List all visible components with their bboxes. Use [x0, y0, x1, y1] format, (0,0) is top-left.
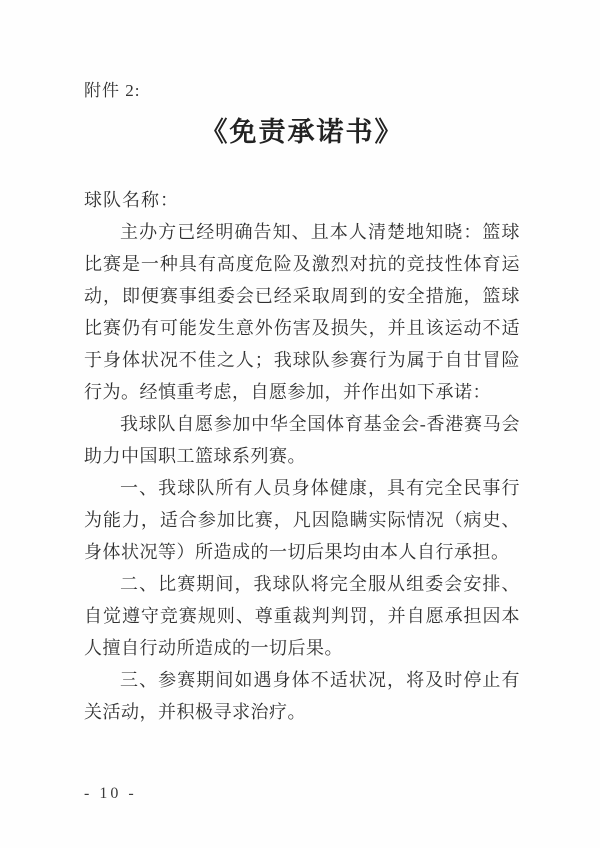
- body-paragraph-4: 二、比赛期间，我球队将完全服从组委会安排、自觉遵守竞赛规则、尊重裁判判罚，并自愿承担因本人擅自行动所造成的一切后果。: [84, 574, 520, 658]
- document-body: [84, 216, 520, 728]
- team-name-label: 球队名称：: [84, 190, 179, 210]
- body-paragraph-5: 三、参赛期间如遇身体不适状况，将及时停止有关活动，并积极寻求治疗。: [84, 670, 520, 722]
- attachment-label: 附件 2:: [84, 81, 141, 100]
- body-paragraph-2: 我球队自愿参加中华全国体育基金会-香港赛马会助力中国职工篮球系列赛。: [84, 414, 520, 466]
- body-paragraph-3: 一、我球队所有人员身体健康，具有完全民事行为能力，适合参加比赛，凡因隐瞒实际情况（病史、身体状况等）所造成的一切后果均由本人自行承担。: [84, 478, 520, 562]
- page-number: - 10 -: [84, 785, 137, 802]
- body-paragraph-1: 主办方已经明确告知、且本人清楚地知晓：篮球比赛是一种具有高度危险及激烈对抗的竞技性体育运动，即便赛事组委会已经采取周到的安全措施，篮球比赛仍有可能发生意外伤害及损失，并且该运动不适于身体状况不佳之人；我球队参赛行为属于自甘冒险行为。经慎重考虑，自愿参加，并作出如下承诺：: [84, 222, 520, 402]
- document-title: 《免责承诺书》: [200, 117, 404, 147]
